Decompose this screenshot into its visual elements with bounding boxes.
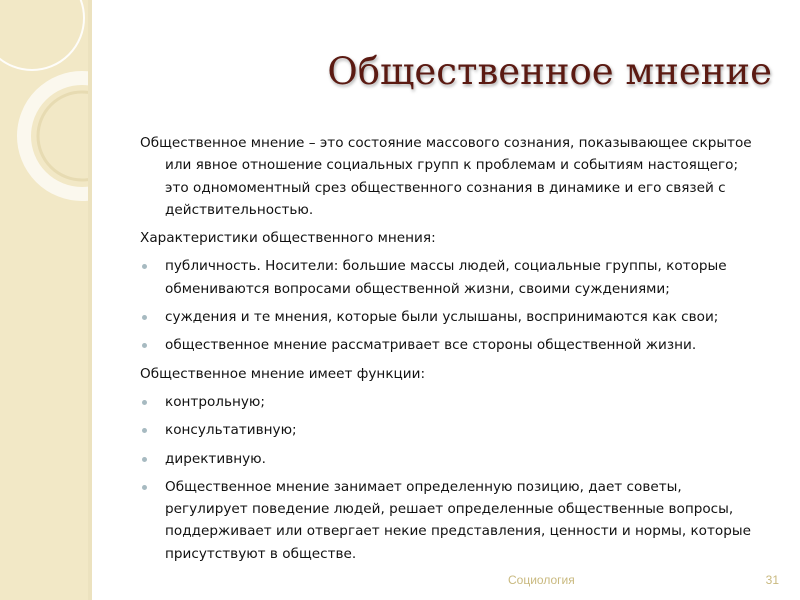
slide-title: Общественное мнение <box>327 50 772 93</box>
list-item <box>140 306 766 328</box>
list-item <box>140 334 766 356</box>
bullet-icon <box>142 428 147 433</box>
list-item <box>140 448 766 470</box>
list-item <box>140 391 766 413</box>
bullet-icon <box>142 264 147 269</box>
bullet-icon <box>142 457 147 462</box>
list-item-text: суждения и те мнения, которые были услышаны, воспринимаются как свои; <box>165 309 719 326</box>
list-item <box>140 476 766 565</box>
list-item-text: Общественное мнение занимает определенную позицию, дает советы, регулирует поведение людей, решает определенные общественные вопросы, поддерживает или отвергает некие представления, ценности и нормы, которые присутствуют в обществе. <box>165 478 751 562</box>
list-item-text: директивную. <box>165 450 266 467</box>
bullet-icon <box>142 343 147 348</box>
decorative-side-band <box>0 0 88 600</box>
definition-paragraph: Общественное мнение – это состояние массового сознания, показывающее скрытое или явное отношение социальных групп к проблемам и событиям настоящего; это одномоментный срез общественного сознания в динамике и его связей с действительностью. <box>140 135 752 218</box>
bullet-icon <box>142 400 147 405</box>
footer-page-number: 31 <box>765 573 779 587</box>
bullet-icon <box>142 315 147 320</box>
decorative-circles <box>0 0 88 600</box>
list-item <box>140 419 766 441</box>
characteristics-heading: Характеристики общественного мнения: <box>140 230 436 247</box>
slide-body <box>140 132 766 571</box>
functions-heading: Общественное мнение имеет функции: <box>140 365 426 382</box>
list-item-text: контрольную; <box>165 393 265 410</box>
list-item <box>140 255 766 300</box>
footer-course-name: Социология <box>508 573 575 587</box>
list-item-text: общественное мнение рассматривает все стороны общественной жизни. <box>165 337 697 354</box>
side-band-edge <box>88 0 92 600</box>
list-item-text: консультативную; <box>165 422 297 439</box>
list-item-text: публичность. Носители: большие массы людей, социальные группы, которые обмениваются вопросами общественной жизни, своими суждениями; <box>165 258 727 297</box>
bullet-icon <box>142 485 147 490</box>
